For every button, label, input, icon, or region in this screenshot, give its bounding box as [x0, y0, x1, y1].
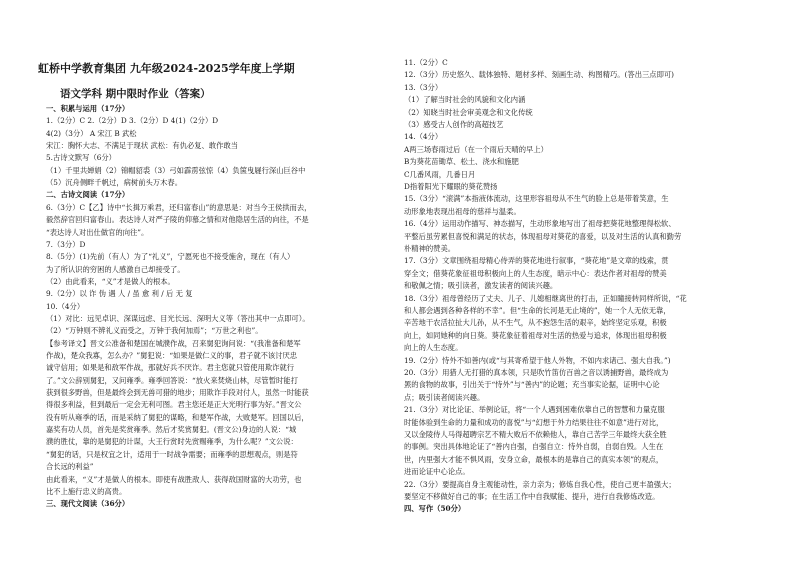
text-line: 5.古诗文默写（6分）	[46, 153, 116, 163]
document-title: 虹桥中学教育集团 九年级2024-2025学年度上学期	[38, 62, 295, 75]
text-line: 诚守信用；如果是和敌军作战，那就好兵不厌诈。君主您就只管使用欺诈就行	[46, 363, 295, 373]
text-line: 平整后虽劳累但喜悦和满足的状态，体现祖母对葵花的喜爱，以及对生活的认真和勤劳	[404, 231, 682, 241]
text-line: （1）对比：远见卓识、深谋远虑、目光长远、深明大义等（答出其中一点即可）。	[46, 313, 310, 323]
text-line: A两三场春雨过后（在一个雨后天晴的早上）	[404, 144, 548, 154]
text-line: 向上，如同她种的向日葵。葵花象征着祖母对生活的热爱与追求，体现出祖母积极	[404, 330, 667, 340]
text-line: （1）千里共婵娟（2）锦帽貂裘（3）弓如霹雳弦惊（4）负箧曳屣行深山巨谷中	[46, 165, 306, 175]
text-line: 16.（4分）运用动作描写、神态描写，生动形象地写出了祖母把葵花地整理得松软、	[404, 219, 676, 229]
text-line: 时能体验到生命的力量和成功的喜悦”与“幻想于外力结果往往不如意”进行对比，	[404, 417, 664, 427]
text-line: 罴的食物的故事，引出关于“恃外”与“善内”的论题；充当事实论据，证明中心论	[404, 380, 660, 390]
text-line: 濮的胜仗，靠的是舅犯的计谋，大王行赏时先赏赐雍季，为什么呢？”文公说：	[46, 437, 298, 447]
text-line: B为葵花苗锄草、松土、浇水和施肥	[404, 157, 519, 167]
text-line: （2）知晓当时社会审美观念和文化传统	[404, 107, 533, 117]
text-line: 14.（4分）	[404, 132, 443, 142]
text-line: 12.（3分）历史悠久、载体独特、题材多样、刻画生动、构图精巧。(答出三点即可)	[404, 70, 675, 80]
text-line: “舅犯的话，只是权宜之计，适用于一时战争需要；而雍季的思想观点，则是符	[46, 449, 298, 459]
text-line: 四、写作（50分）	[404, 504, 466, 514]
text-line: 朴精神的赞美。	[404, 244, 456, 253]
text-line: （2）“万钟则不辨礼义而受之，万钟于我何加焉”；“万世之利也”。	[46, 326, 263, 336]
text-line: （3）感受古人创作的高超技艺	[404, 120, 504, 129]
text-line: 的事例。突出具体地论证了“善内自强，自强自立：恃外自弱，自弱自毁。人生在	[404, 442, 664, 452]
text-line: 向上的人生态度。	[404, 343, 463, 353]
text-line: 没有听从雍季的话，而是采纳了舅犯的谋略，和楚军作战，大败楚军。回国以后，	[46, 412, 309, 422]
text-line: 13.（3分）	[404, 82, 443, 92]
text-line: 获到很多野兽，但是最终会到无兽可猎的地步；用欺诈手段对付人，虽然一时能获	[46, 388, 309, 398]
text-line: 宋江：胸怀大志、不满足于现状 武松：有仇必复、敢作敢当	[46, 141, 239, 151]
text-line: 得很多利益，但到最后一定会无利可图。君主您还是正大光明行事为好。”晋文公	[46, 400, 302, 410]
text-line: 19.（2分）恃外不如善内(或“与其寄希望于他人外物，不如内求诸己、强大自我。”)	[404, 355, 671, 365]
document-subtitle: 语文学科 期中限时作业（答案）	[60, 88, 211, 100]
text-line: 11.（2分）C	[404, 58, 448, 67]
text-line: 15.（3分）“滚满”本指液体流动，这里形容祖母从不生气的脸上总是带着笑意，生	[404, 194, 669, 204]
text-line: 进而论证中心论点。	[404, 467, 470, 477]
text-line: 6.（3分）C【乙】诗中“长揖万乘君，还归富春山”的意思是：对当今王侯拱而去，	[46, 202, 312, 212]
text-line: 毅然辞官回归富春山。表达诗人对严子陵的仰慕之情和对他隐居生活的向往，不是	[46, 215, 309, 225]
text-line: D指着阳光下耀眼的葵花赞扬	[404, 182, 498, 191]
text-line: 二、古诗文阅读（17分）	[46, 190, 130, 200]
text-line: 嘉奖有功人员，首先是奖赏雍季。然后才奖赏舅犯。(晋文公)身边的人说：“城	[46, 425, 297, 435]
text-line: 点；吸引读者阅读兴趣。	[404, 392, 485, 402]
text-line: 9.（2分）以 诈 伪 遇 人 / 虽 愈 利 / 后 无 复	[46, 289, 193, 299]
text-line: 21.（3分）对比论证、举例论证，将“一个人遇到困难依靠自己的智慧和力量克服	[404, 405, 665, 415]
text-line: （1）了解当时社会的风貌和文化内涵	[404, 95, 526, 105]
text-line: 辛苦地干农活拉扯大儿孙，从不生气，从不抱怨生活的艰辛，始终坚定乐观，积极	[404, 318, 667, 328]
text-line: 三、现代文阅读（36分）	[46, 499, 130, 509]
text-line: 10.（4分）	[46, 301, 85, 311]
text-line: “表达诗人对出仕做官的向往”。	[46, 227, 149, 237]
text-line: 动形象地表现出祖母的慈祥与温柔。	[404, 206, 521, 216]
text-line: 由此看来，“义”才是做人的根本。即使有战胜敌人、获得敌国财富的大功劳，也	[46, 474, 302, 484]
text-line: 【参考译文】晋文公准备和楚国在城濮作战，召来舅犯询问说：“(我准备和楚军	[46, 338, 301, 348]
text-line: 18.（3分）祖母曾经历了丈夫、儿子、儿媳相继离世的打击，正如瞳接转同样所说，“花	[404, 293, 687, 303]
text-line: （5）沉舟侧畔千帆过，病树前头万木春。	[46, 178, 182, 188]
text-line: 要坚定不移做好自己的事；在生活工作中自我赋能、提升，进行自我修炼改造。	[404, 492, 660, 501]
text-line: 4(2)（3分） A 宋江 B 武松	[46, 128, 137, 138]
text-line: 和人都会遇到各种各样的不幸”。但“生命的长河是无止境的”，她一个人无依无靠，	[404, 306, 671, 315]
text-line: 又以金陵侍人马得超聘宗艺不精大败后不依赖他人，靠自己苦学三年最终大获全胜	[404, 430, 667, 439]
text-line: 合长远的利益”	[46, 462, 94, 472]
text-line: C几番风雨，几番日月	[404, 169, 476, 179]
text-line: 20.（3分）用猎人无打猎的真本领，只是吹竹笛仿百兽之音以诱捕野兽，最终成为	[404, 368, 669, 377]
text-line: 作战)，楚众我寡，怎么办？”舅犯说：“如果是做仁义的事，君子就不该讨厌忠	[46, 351, 298, 360]
text-line: 和敬佩之情；吸引读者，激发读者的阅读兴趣。	[404, 281, 558, 291]
text-line: 比不上施行忠义的高贵。	[46, 486, 127, 496]
text-line: 8.（5分）(1)先前（有人）为了“礼义”，宁愿死也不接受施舍，现在（有人）	[46, 252, 295, 262]
text-line: 17.（3分）文章围绕祖母精心侍弄的葵花地进行叙事，“葵花地”是文章的线索，贯	[404, 256, 669, 266]
text-line: 一、积累与运用（17分）	[46, 104, 130, 113]
text-line: 穿全文；借葵花象征祖母积极向上的人生态度，暗示中心：表达作者对祖母的赞美	[404, 268, 667, 278]
text-line: 世，内里强大才能不惧风雨，安身立命，最根本的是靠自己的真实本领”的观点，	[404, 454, 664, 464]
text-line: 1.（2分）C 2.（2分）D 3.（2分）D 4(1)（2分）D	[46, 116, 219, 126]
text-line: 为了所认识的穷困的人感激自己却接受了。	[46, 264, 185, 274]
text-line: 22.（3分）要提高自身主观能动性，亲力亲为；修炼自我心性，使自己更丰盈强大；	[404, 479, 676, 489]
text-line: （2）由此看来，“义”才是做人的根本。	[46, 276, 175, 286]
text-line: 了。”文公辞别舅犯，又问雍季。雍季回答说：“放火来焚烧山林，尽管暂时能打	[46, 375, 298, 385]
text-line: 7.（3分）D	[46, 239, 86, 249]
